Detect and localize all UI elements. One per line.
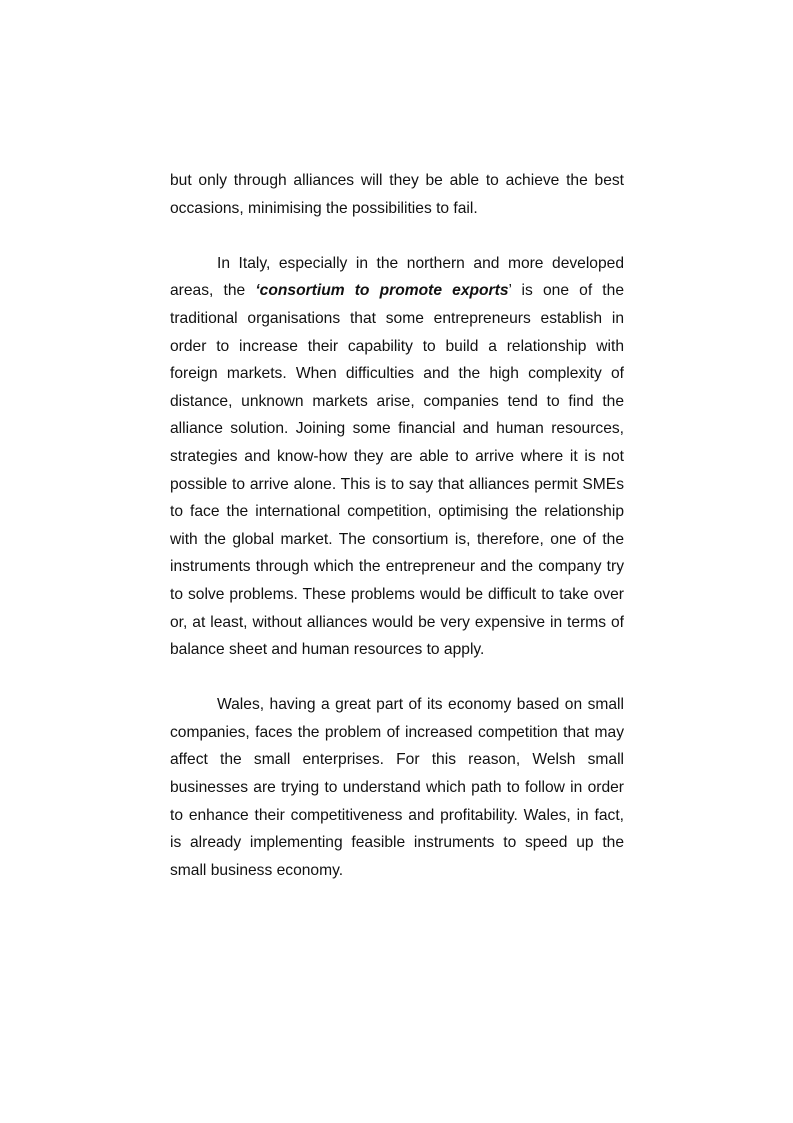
emphasized-term: ‘consortium to promote exports — [255, 282, 509, 300]
paragraph-continuation — [170, 167, 624, 222]
body-text — [170, 167, 624, 884]
paragraph-text: Wales, having a great part of its economy based on small companies, faces the problem of increased competition that may affect the small enterprises. For this reason, Welsh small businesses are trying to understand which path to follow in order to enhance their competitiveness and profitability. Wales, in fact, is already implementing feasible instruments to speed up the small business economy. — [170, 696, 624, 879]
paragraph-text-before: In Italy, especially in the northern and more developed areas, the — [170, 254, 624, 300]
paragraph-wales — [170, 691, 624, 884]
paragraph-italy-consortium — [170, 250, 624, 664]
paragraph-text-after: ’ is one of the traditional organisations that some entrepreneurs establish in order to increase their capability to build a relationship with foreign markets. When difficulties and the high complexity of distance, unknown markets arise, companies tend to find the alliance solution. Joining some financial and human resources, strategies and know-how they are able to arrive where it is not possible to arrive alone. This is to say that alliances permit SMEs to face the international competition, optimising the relationship with the global market. The consortium is, therefore, one of the instruments through which the entrepreneur and the company try to solve problems. These problems would be difficult to take over or, at least, without alliances would be very expensive in terms of balance sheet and human resources to apply. — [170, 282, 624, 659]
paragraph-text: but only through alliances will they be able to achieve the best occasions, minimising the possibilities to fail. — [170, 172, 624, 217]
